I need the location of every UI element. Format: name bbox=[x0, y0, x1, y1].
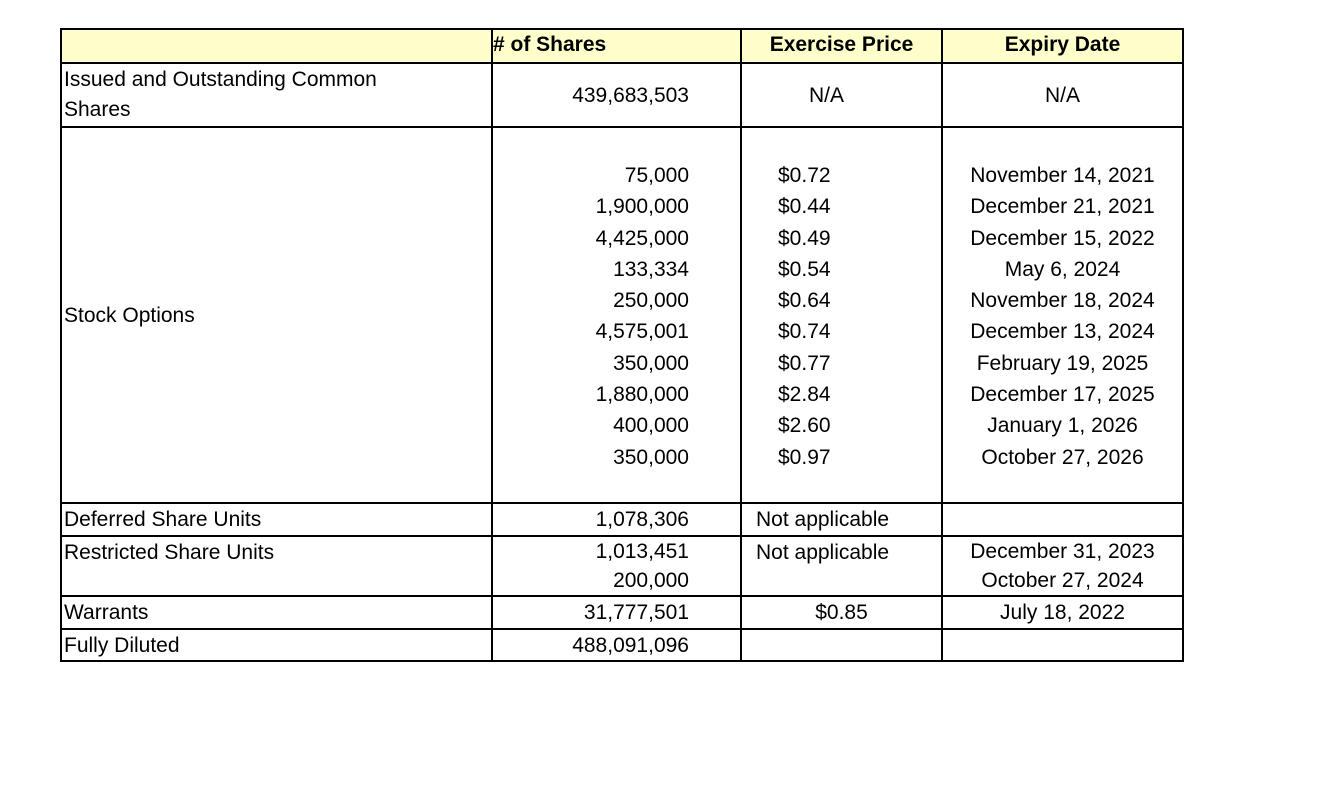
fd-label-cell bbox=[60, 630, 491, 662]
option-expiry: January 1, 2026 bbox=[987, 414, 1138, 438]
option-shares: 1,900,000 bbox=[595, 195, 689, 219]
options-expiry-cell bbox=[941, 128, 1184, 502]
header-shares: # of Shares bbox=[493, 33, 607, 56]
issued-row bbox=[60, 62, 1184, 126]
warrants-price-cell bbox=[740, 597, 941, 628]
header-label-cell bbox=[60, 30, 491, 62]
issued-price-cell bbox=[740, 64, 941, 126]
option-price: $2.60 bbox=[778, 414, 831, 438]
dsu-price-cell bbox=[740, 504, 941, 535]
table-bottom-border bbox=[60, 660, 1184, 662]
rsu-shares: 1,013,451 bbox=[595, 540, 689, 563]
option-shares: 4,425,000 bbox=[595, 226, 689, 250]
option-price: $0.72 bbox=[778, 164, 831, 187]
option-price: $0.44 bbox=[778, 195, 831, 219]
dsu-shares: 1,078,306 bbox=[595, 508, 689, 531]
header-price-cell bbox=[740, 30, 941, 62]
option-expiry: December 17, 2025 bbox=[970, 383, 1155, 407]
header-expiry: Expiry Date bbox=[1004, 33, 1121, 56]
option-price: $0.49 bbox=[778, 226, 831, 250]
warrants-label: Warrants bbox=[64, 601, 149, 624]
option-price: $0.64 bbox=[778, 289, 831, 313]
fd-expiry-cell bbox=[941, 630, 1184, 662]
option-shares: 400,000 bbox=[613, 414, 689, 438]
options-label-cell bbox=[60, 128, 491, 502]
warrants-shares-cell bbox=[491, 597, 740, 628]
dsu-row bbox=[60, 502, 1184, 535]
options-shares-cell bbox=[491, 128, 740, 502]
option-shares: 1,880,000 bbox=[595, 383, 689, 407]
options-shares-list bbox=[596, 160, 689, 473]
header-expiry-cell bbox=[941, 30, 1184, 62]
rsu-label: Restricted Share Units bbox=[64, 541, 275, 564]
stock-options-row bbox=[60, 126, 1184, 502]
option-expiry: December 15, 2022 bbox=[970, 226, 1155, 250]
header-price: Exercise Price bbox=[769, 33, 914, 56]
warrants-row bbox=[60, 595, 1184, 628]
options-price-list bbox=[778, 160, 831, 473]
option-shares: 4,575,001 bbox=[595, 320, 689, 344]
rsu-expiry-list bbox=[943, 537, 1182, 595]
warrants-shares: 31,777,501 bbox=[583, 601, 689, 624]
option-price: $2.84 bbox=[778, 383, 831, 407]
rsu-shares: 200,000 bbox=[613, 569, 689, 592]
header-row bbox=[60, 28, 1184, 62]
option-expiry: November 14, 2021 bbox=[970, 164, 1155, 187]
option-expiry: December 13, 2024 bbox=[970, 320, 1155, 344]
dsu-expiry-cell bbox=[941, 504, 1184, 535]
issued-label-line2: Shares bbox=[64, 98, 131, 121]
rsu-shares-list bbox=[596, 537, 689, 595]
options-label: Stock Options bbox=[64, 304, 195, 327]
issued-label-line1: Issued and Outstanding Common bbox=[64, 68, 377, 91]
issued-shares: 439,683,503 bbox=[572, 84, 689, 107]
issued-price: N/A bbox=[808, 84, 844, 107]
issued-expiry: N/A bbox=[1044, 84, 1080, 107]
rsu-expiry-cell bbox=[941, 537, 1184, 595]
rsu-label-cell bbox=[60, 537, 491, 595]
fully-diluted-row bbox=[60, 628, 1184, 662]
issued-expiry-cell bbox=[941, 64, 1184, 126]
option-price: $0.77 bbox=[778, 351, 831, 375]
fd-price-cell bbox=[740, 630, 941, 662]
option-shares: 133,334 bbox=[613, 257, 689, 281]
option-price: $0.54 bbox=[778, 257, 831, 281]
option-expiry: May 6, 2024 bbox=[1004, 257, 1121, 281]
options-price-cell bbox=[740, 128, 941, 502]
option-shares: 350,000 bbox=[613, 445, 689, 469]
option-shares: 75,000 bbox=[624, 164, 689, 187]
rsu-expiry: December 31, 2023 bbox=[970, 540, 1155, 563]
dsu-label: Deferred Share Units bbox=[64, 508, 262, 531]
option-price: $0.74 bbox=[778, 320, 831, 344]
option-expiry: December 21, 2021 bbox=[970, 195, 1155, 219]
option-shares: 250,000 bbox=[613, 289, 689, 313]
dsu-label-cell bbox=[60, 504, 491, 535]
option-expiry: November 18, 2024 bbox=[970, 289, 1155, 313]
dsu-price: Not applicable bbox=[756, 508, 890, 531]
fd-shares: 488,091,096 bbox=[572, 634, 689, 657]
header-shares-cell bbox=[491, 30, 740, 62]
issued-label-cell bbox=[60, 64, 491, 126]
warrants-label-cell bbox=[60, 597, 491, 628]
rsu-price-cell bbox=[740, 537, 941, 595]
options-expiry-list bbox=[943, 160, 1182, 473]
warrants-price: $0.85 bbox=[815, 601, 868, 624]
warrants-expiry: July 18, 2022 bbox=[1000, 601, 1125, 624]
option-price: $0.97 bbox=[778, 445, 831, 469]
issued-shares-cell bbox=[491, 64, 740, 126]
rsu-price: Not applicable bbox=[756, 541, 890, 564]
option-expiry: October 27, 2026 bbox=[981, 445, 1144, 469]
rsu-shares-cell bbox=[491, 537, 740, 595]
fd-shares-cell bbox=[491, 630, 740, 662]
rsu-expiry: October 27, 2024 bbox=[981, 569, 1144, 592]
rsu-row bbox=[60, 535, 1184, 595]
dsu-shares-cell bbox=[491, 504, 740, 535]
option-shares: 350,000 bbox=[613, 351, 689, 375]
option-expiry: February 19, 2025 bbox=[976, 351, 1149, 375]
fd-label: Fully Diluted bbox=[64, 634, 180, 657]
warrants-expiry-cell bbox=[941, 597, 1184, 628]
